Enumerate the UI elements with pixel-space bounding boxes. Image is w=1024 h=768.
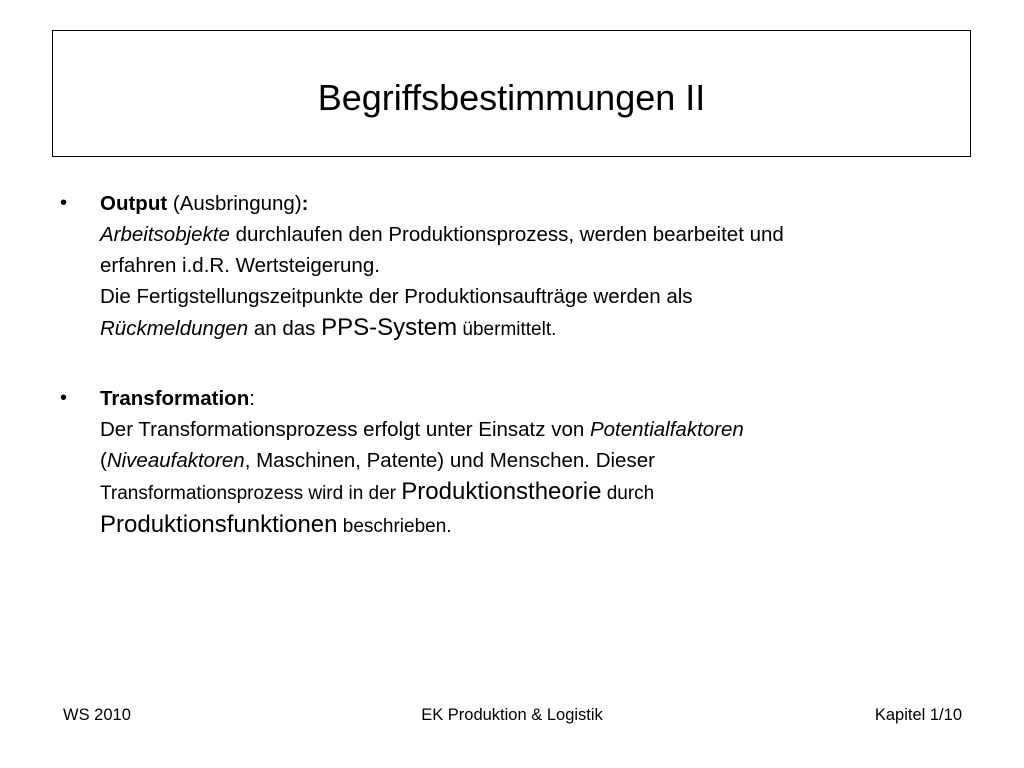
text: durch xyxy=(601,483,655,504)
text: Die Fertigstellungszeitpunkte der Produktionsaufträge werden als xyxy=(100,285,693,308)
bullet-heading xyxy=(100,383,978,414)
bullet-dot-icon: • xyxy=(60,192,68,214)
bullet-list xyxy=(58,188,978,542)
term-colon: : xyxy=(301,192,309,215)
bullet-line xyxy=(100,476,978,509)
italic-term: Potentialfaktoren xyxy=(589,418,744,441)
text: , Maschinen, Patente) und Menschen. Dieser xyxy=(244,449,655,472)
bullet-transformation xyxy=(58,383,978,542)
text: übermittelt. xyxy=(457,319,557,340)
bullet-line xyxy=(100,250,978,281)
bullet-line xyxy=(100,414,978,445)
bullet-line xyxy=(100,445,978,476)
slide-title: Begriffsbestimmungen II xyxy=(317,76,706,118)
bullet-output xyxy=(58,188,978,345)
text: erfahren i.d.R. Wertsteigerung. xyxy=(100,254,380,277)
text: ( xyxy=(100,449,107,472)
term: Transformation xyxy=(100,387,250,410)
footer-chapter: Kapitel 1/10 xyxy=(874,706,962,724)
footer-semester: WS 2010 xyxy=(63,706,131,724)
italic-term: Rückmeldungen xyxy=(100,317,249,340)
text: beschrieben. xyxy=(337,516,452,537)
text: durchlaufen den Produktionsprozess, werden bearbeitet und xyxy=(229,223,784,246)
title-box xyxy=(52,30,971,157)
term-paren: (Ausbringung) xyxy=(172,192,302,215)
bullet-dot-icon: • xyxy=(60,387,68,409)
term-colon: : xyxy=(249,387,255,410)
bullet-line xyxy=(100,281,978,312)
text: Transformationsprozess wird in der xyxy=(100,483,402,504)
bullet-line xyxy=(100,509,978,542)
bullet-line xyxy=(100,219,978,250)
italic-term: Arbeitsobjekte xyxy=(100,223,230,246)
big-term: Produktionsfunktionen xyxy=(100,511,338,538)
text: Der Transformationsprozess erfolgt unter Einsatz von xyxy=(100,418,590,441)
big-term: PPS-System xyxy=(321,314,458,341)
bullet-heading xyxy=(100,188,978,219)
term: Output xyxy=(100,192,168,215)
footer-course: EK Produktion & Logistik xyxy=(421,706,603,724)
bullet-line xyxy=(100,312,978,345)
italic-term: Niveaufaktoren xyxy=(106,449,245,472)
text: an das xyxy=(248,317,322,340)
big-term: Produktionstheorie xyxy=(401,478,602,505)
